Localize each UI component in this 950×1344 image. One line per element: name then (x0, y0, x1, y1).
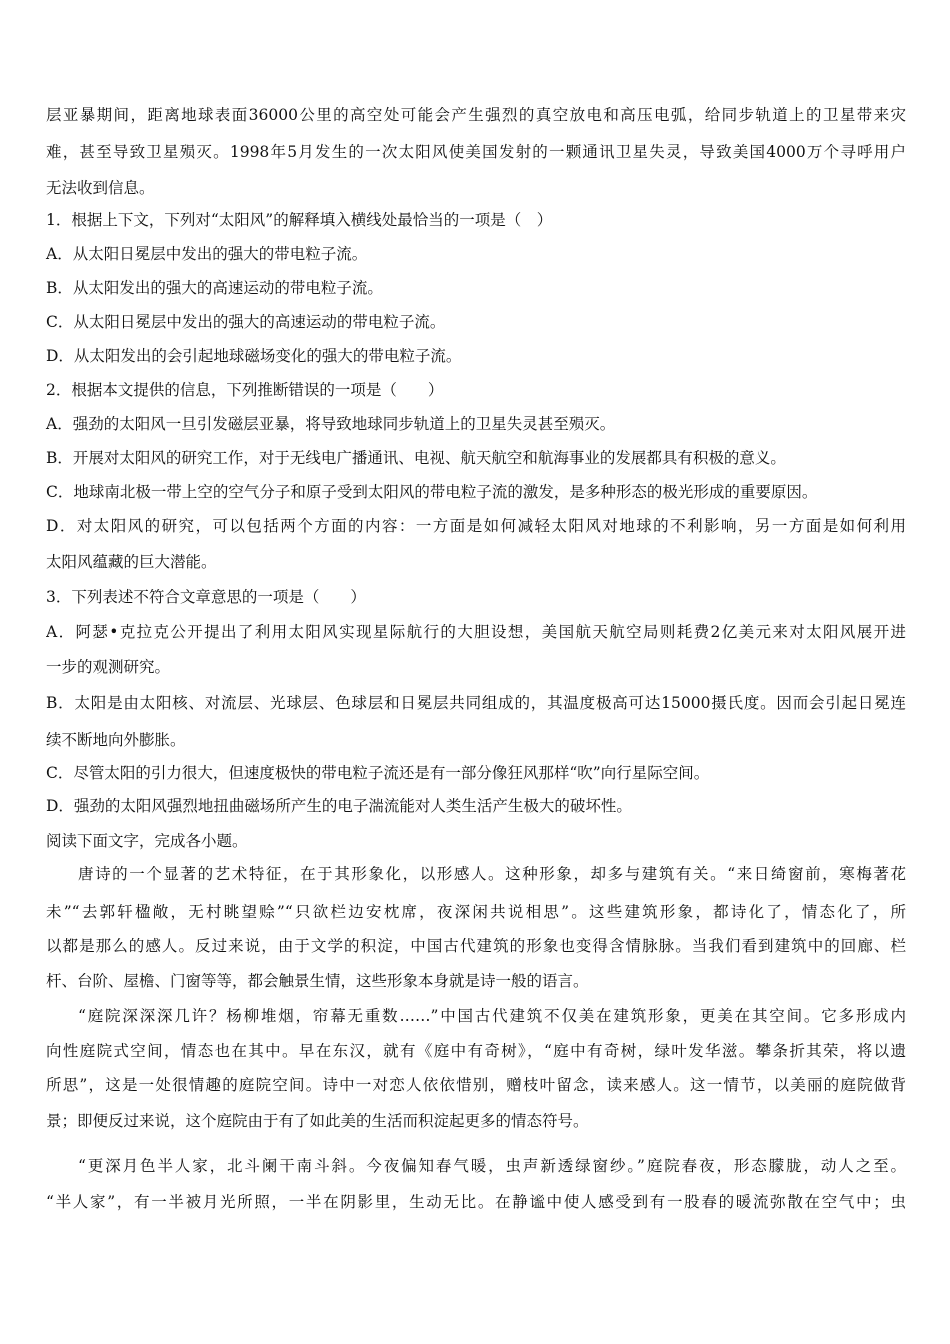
text-line: A．阿瑟•克拉克公开提出了利用太阳风实现星际航行的大胆设想，美国航天航空局则耗费2亿美元来对太阳风展开进 (46, 623, 906, 641)
text-line: 以都是那么的感人。反过来说，由于文学的积淀，中国古代建筑的形象也变得含情脉脉。当我们看到建筑中的回廊、栏 (46, 937, 906, 955)
text-line: 1．根据上下文，下列对“太阳风”的解释填入横线处最恰当的一项是（ ） (46, 211, 553, 229)
text-line: 难，甚至导致卫星殒灭。1998年5月发生的一次太阳风使美国发射的一颗通讯卫星失灵，导致美国4000万个寻呼用户 (46, 143, 906, 161)
text-line: C．尽管太阳的引力很大，但速度极快的带电粒子流还是有一部分像狂风那样“吹”向行星际空间。 (46, 764, 710, 782)
text-line: A．强劲的太阳风一旦引发磁层亚暴，将导致地球同步轨道上的卫星失灵甚至殒灭。 (46, 415, 616, 433)
text-line: D．从太阳发出的会引起地球磁场变化的强大的带电粒子流。 (46, 347, 462, 365)
text-line: C．地球南北极一带上空的空气分子和原子受到太阳风的带电粒子流的激发，是多种形态的极光形成的重要原因。 (46, 483, 818, 501)
text-line: B．从太阳发出的强大的高速运动的带电粒子流。 (46, 279, 383, 297)
text-line: B．太阳是由太阳核、对流层、光球层、色球层和日冕层共同组成的，其温度极高可达15000摄氏度。因而会引起日冕连 (46, 694, 906, 712)
text-line: 所思”，这是一处很情趣的庭院空间。诗中一对恋人依依惜别，赠枝叶留念，读来感人。这一情节，以美丽的庭院做背 (46, 1076, 906, 1094)
text-line: A．从太阳日冕层中发出的强大的带电粒子流。 (46, 245, 368, 263)
text-line: 2．根据本文提供的信息，下列推断错误的一项是（ ） (46, 381, 444, 399)
text-line: 向性庭院式空间，情态也在其中。早在东汉，就有《庭中有奇树》，“庭中有奇树，绿叶发华滋。攀条折其荣，将以遗 (46, 1042, 906, 1060)
text-line: 唐诗的一个显著的艺术特征，在于其形象化，以形感人。这种形象，却多与建筑有关。“来日绮窗前，寒梅著花 (78, 865, 906, 883)
text-line: B．开展对太阳风的研究工作，对于无线电广播通讯、电视、航天航空和航海事业的发展都具有积极的意义。 (46, 449, 786, 467)
text-line: 3．下列表述不符合文章意思的一项是（ ） (46, 588, 366, 606)
text-line: 太阳风蕴藏的巨大潜能。 (46, 553, 217, 571)
text-line: 阅读下面文字，完成各小题。 (46, 832, 248, 850)
text-line: “庭院深深深几许？杨柳堆烟，帘幕无重数……”中国古代建筑不仅美在建筑形象，更美在其空间。它多形成内 (78, 1007, 906, 1025)
text-line: 层亚暴期间，距离地球表面36000公里的高空处可能会产生强烈的真空放电和高压电弧，给同步轨道上的卫星带来灾 (46, 106, 906, 124)
text-line: “半人家”，有一半被月光所照，一半在阴影里，生动无比。在静谧中使人感受到有一股春的暖流弥散在空气中；虫 (46, 1193, 906, 1211)
text-line: 未”“去郭轩楹敞，无村眺望赊”“只欲栏边安枕席，夜深闲共说相思”。这些建筑形象，都诗化了，情态化了，所 (46, 903, 906, 921)
text-line: D．对太阳风的研究，可以包括两个方面的内容：一方面是如何减轻太阳风对地球的不利影响，另一方面是如何利用 (46, 517, 906, 535)
text-line: “更深月色半人家，北斗阑干南斗斜。今夜偏知春气暖，虫声新透绿窗纱。”庭院春夜，形态朦胧，动人之至。 (78, 1157, 906, 1175)
text-line: 杆、台阶、屋檐、门窗等等，都会触景生情，这些形象本身就是诗一般的语言。 (46, 972, 589, 990)
text-line: D．强劲的太阳风强烈地扭曲磁场所产生的电子湍流能对人类生活产生极大的破坏性。 (46, 797, 632, 815)
text-line: 一步的观测研究。 (46, 658, 171, 676)
text-line: 景；即便反过来说，这个庭院由于有了如此美的生活而积淀起更多的情态符号。 (46, 1112, 589, 1130)
text-line: 无法收到信息。 (46, 179, 155, 197)
text-line: 续不断地向外膨胀。 (46, 731, 186, 749)
text-line: C．从太阳日冕层中发出的强大的高速运动的带电粒子流。 (46, 313, 446, 331)
